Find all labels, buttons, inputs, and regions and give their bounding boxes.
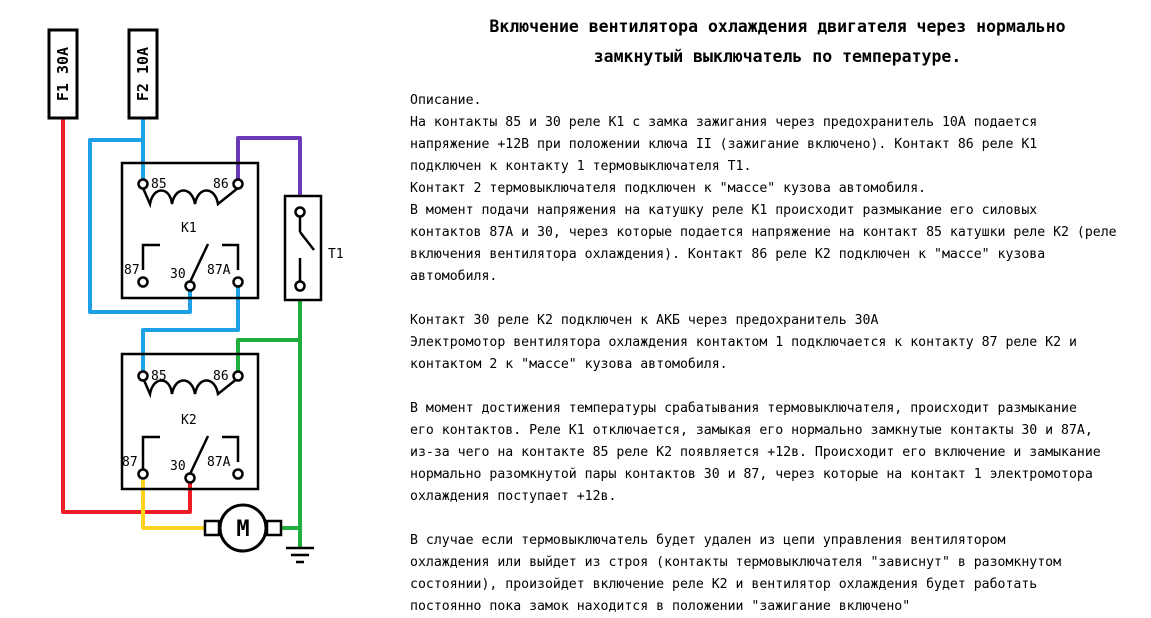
text-line: автомобиля. [410, 269, 498, 284]
text-line: Контакт 2 термовыключателя подключен к "массе" кузова автомобиля. [410, 181, 927, 196]
title-line: Включение вентилятора охлаждения двигателя через нормально [489, 17, 1066, 36]
wire-green-k2-86 [238, 340, 300, 372]
text-line: подключен к контакту 1 термовыключателя Т1. [410, 159, 752, 174]
fuse-f1 [49, 30, 77, 118]
page-title [410, 12, 1145, 72]
relay-k2-pin-86: 86 [213, 369, 229, 384]
fuse-f2-label: F2 10A [134, 46, 152, 102]
paragraph-description [410, 90, 1145, 288]
fuse-f2 [129, 30, 157, 118]
text-line: состоянии), произойдет включение реле К2 и вентилятор охлаждения будет работать [410, 577, 1038, 592]
text-line: из-за чего на контакте 85 реле К2 появляется +12в. Происходит его включение и замыкание [410, 445, 1101, 460]
text-line: постоянно пока замок находится в положении "зажигание включено" [410, 599, 911, 614]
text-line: его контактов. Реле К1 отключается, замыкая его нормально замкнутые контакты 30 и 87А, [410, 423, 1093, 438]
text-line: Контакт 30 реле К2 подключен к АКБ через предохранитель 30А [410, 313, 879, 328]
text-line: контактов 87А и 30, через которые подается напряжение на контакт 85 катушки реле К2 (реле [410, 225, 1117, 240]
relay-k2-pin-87a: 87A [207, 455, 231, 470]
paragraph-k2-connection [410, 310, 1145, 376]
text-line: Электромотор вентилятора охлаждения контактом 1 подключается к контакту 87 реле К2 и [410, 335, 1077, 350]
wires [63, 118, 300, 546]
relay-k2-pin-30: 30 [170, 459, 186, 474]
text-line: нормально разомкнутой пары контактов 30 и 87, через которые на контакт 1 электромотора [410, 467, 1093, 482]
relay-k1-pin-87: 87 [124, 263, 140, 278]
text-line: включения вентилятора охлаждения). Контакт 86 реле К2 подключен к "массе" кузова [410, 247, 1046, 262]
paragraph-activation [410, 398, 1145, 508]
text-line: напряжение +12В при положении ключа II (зажигание включено). Контакт 86 реле К1 [410, 137, 1038, 152]
wire-red-battery [63, 118, 190, 512]
relay-k2-contact-87 [143, 437, 160, 470]
thermoswitch-t1-label: T1 [328, 247, 344, 262]
text-line: В момент подачи напряжения на катушку реле К1 происходит размыкание его силовых [410, 203, 1038, 218]
text-line: На контакты 85 и 30 реле К1 с замка зажигания через предохранитель 10А подается [410, 115, 1038, 130]
text-line: В момент достижения температуры срабатывания термовыключателя, происходит размыкание [410, 401, 1077, 416]
ground-icon [286, 548, 314, 562]
text-line: охлаждения поступает +12в. [410, 489, 617, 504]
description [410, 90, 1145, 618]
title-line: замкнутый выключатель по температуре. [593, 47, 962, 66]
text-line: Описание. [410, 93, 482, 108]
relay-k2-pin-85: 85 [151, 369, 167, 384]
relay-k1-pin-87a: 87A [207, 263, 231, 278]
thermoswitch-t1 [285, 196, 321, 300]
relay-k2-name: K2 [181, 413, 197, 428]
wiring-diagram [0, 0, 400, 617]
relay-k1-contact-87 [143, 245, 160, 270]
relay-k1-pin-86: 86 [213, 177, 229, 192]
fuse-f1-label: F1 30A [54, 46, 72, 102]
text-line: охлаждения или выйдет из строя (контакты термовыключателя "зависнут" в разомкнутом [410, 555, 1062, 570]
text-line: контактом 2 к "массе" кузова автомобиля. [410, 357, 728, 372]
text-line: В случае если термовыключатель будет удален из цепи управления вентилятором [410, 533, 1006, 548]
relay-k2-armature [190, 436, 208, 474]
motor-label: M [236, 517, 250, 542]
relay-k1-armature [190, 244, 208, 282]
paragraph-failsafe [410, 530, 1145, 618]
relay-k1-name: K1 [181, 221, 197, 236]
relay-k1-pin-30: 30 [170, 267, 186, 282]
relay-k1-pin-85: 85 [151, 177, 167, 192]
motor [205, 505, 281, 551]
relay-k2-pin-87: 87 [122, 455, 138, 470]
